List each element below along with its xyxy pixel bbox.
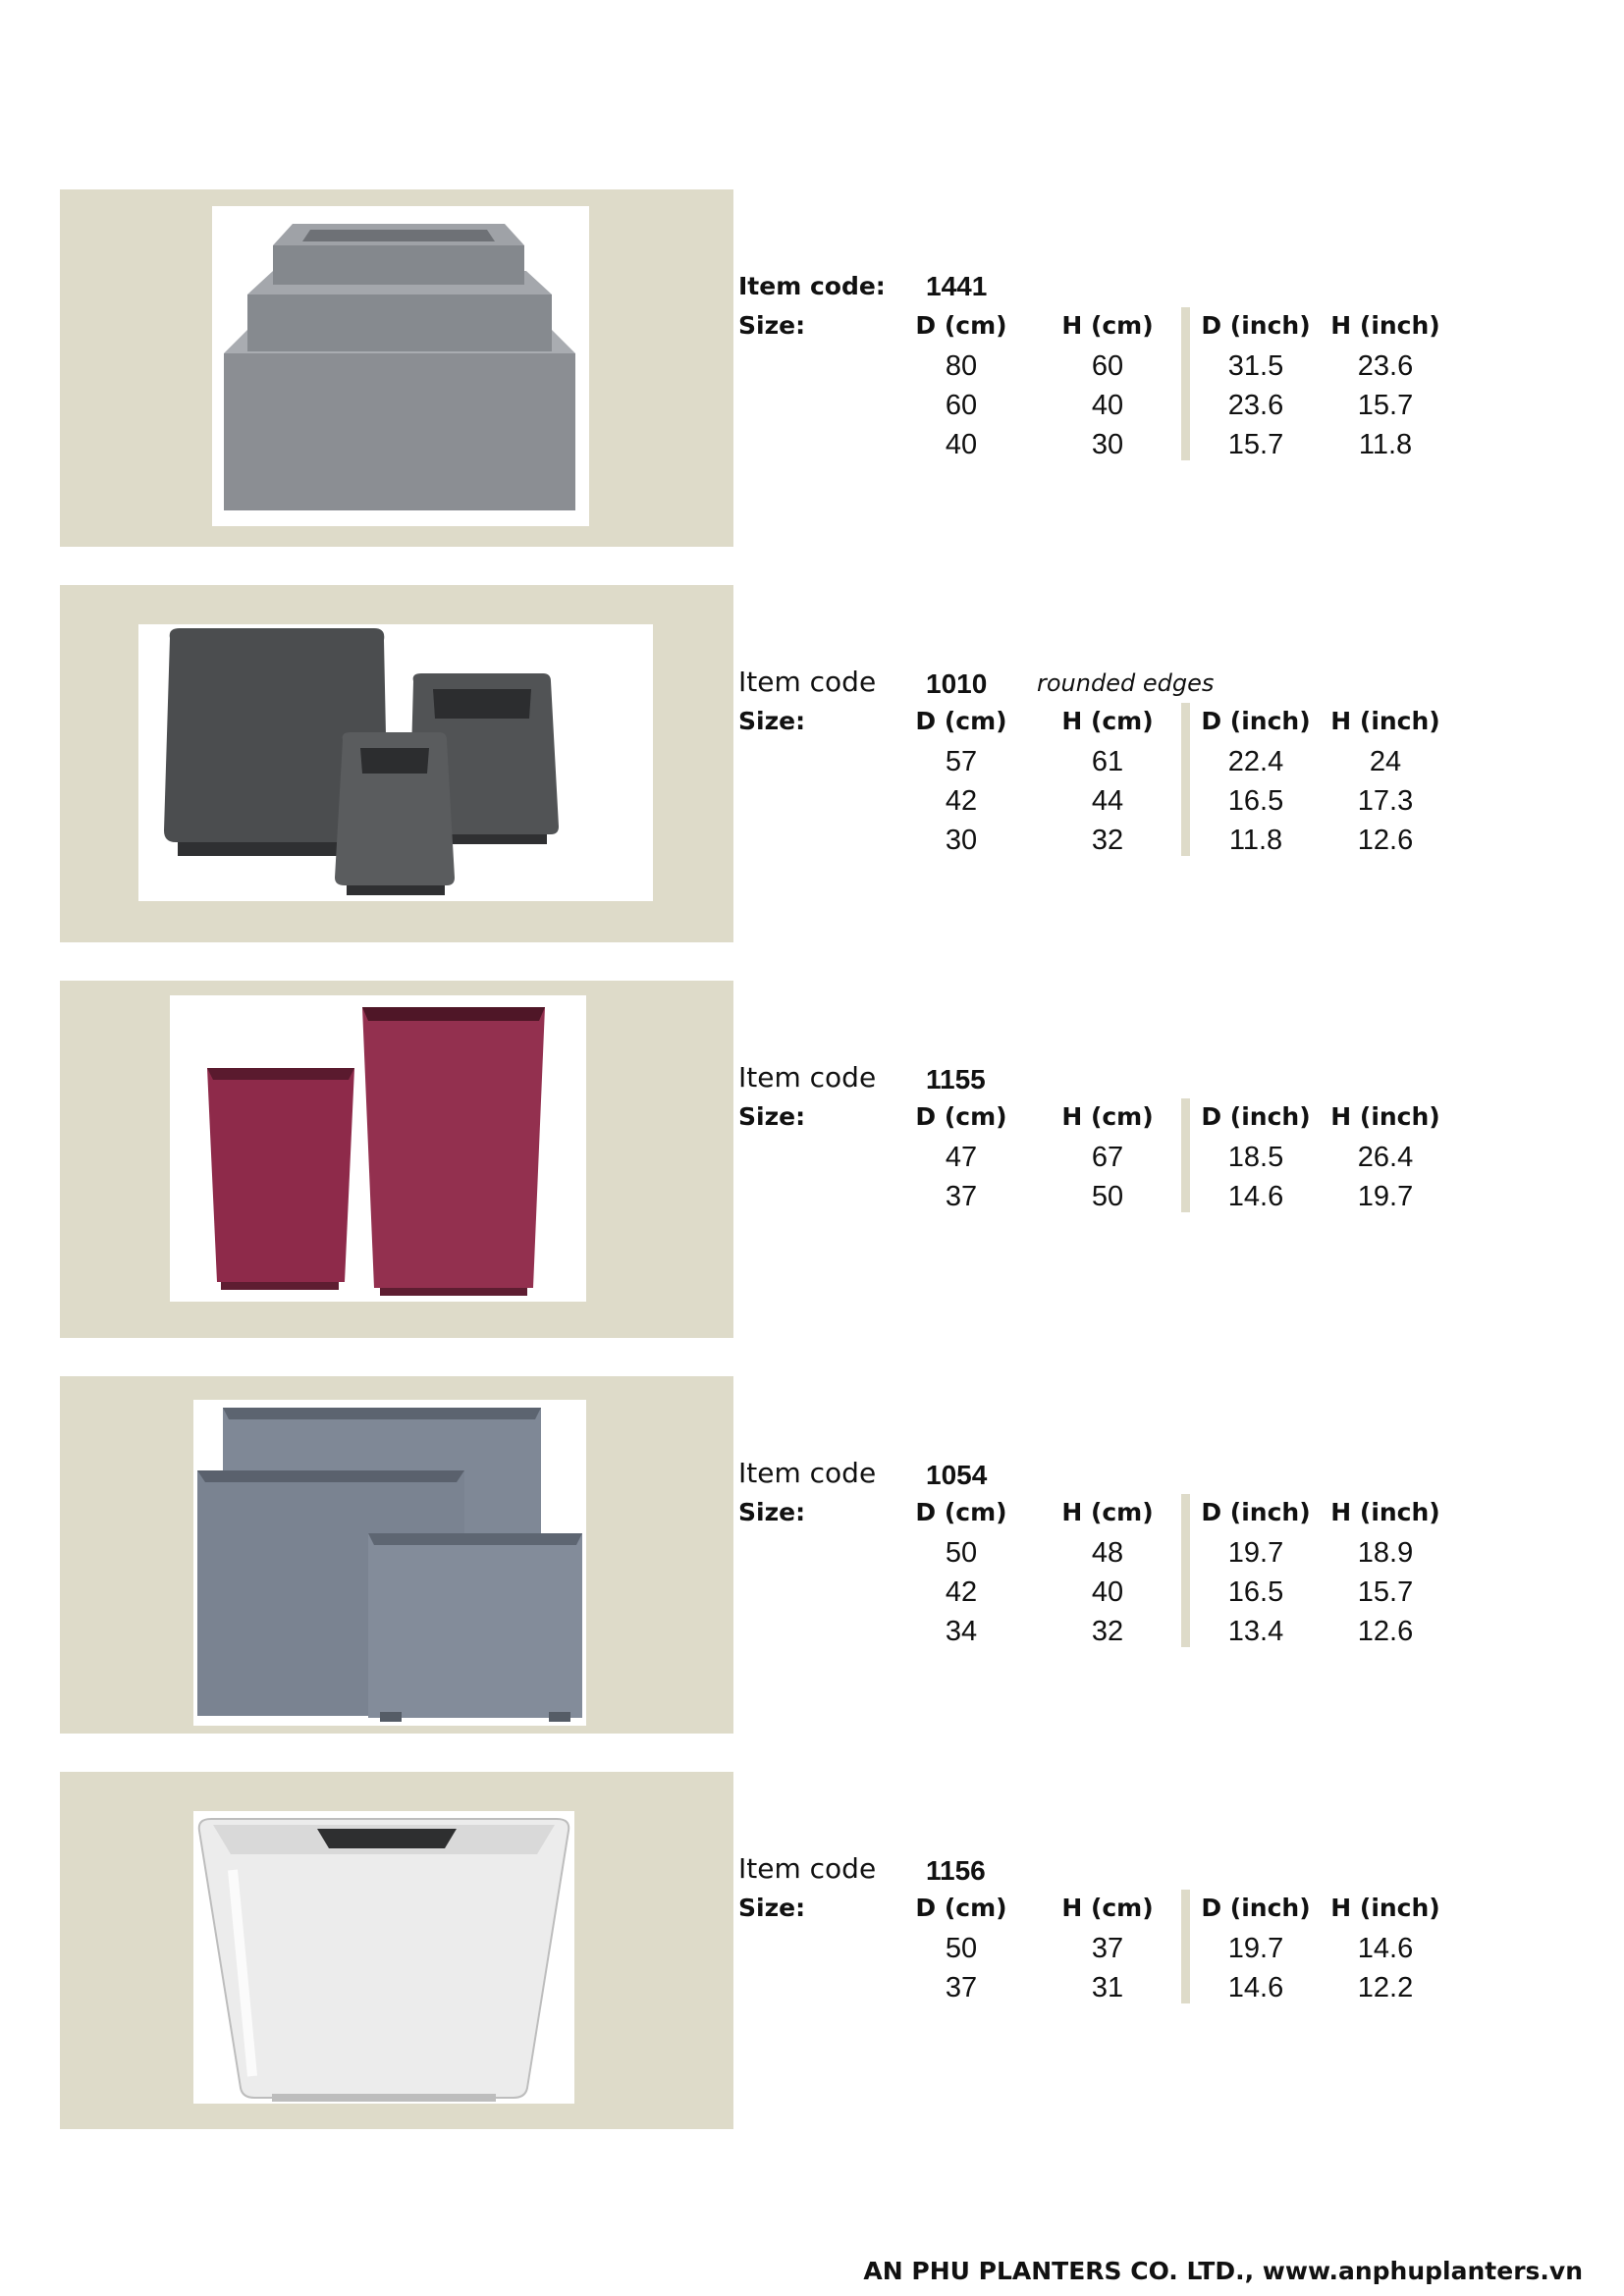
product-photo-grey-stacked-planters — [212, 206, 589, 526]
cell-h-cm: 67 — [1091, 1142, 1124, 1173]
cell-d-cm: 50 — [945, 1933, 978, 1964]
product-photo-panel — [60, 981, 733, 1338]
cell-h-inch: 15.7 — [1357, 390, 1414, 421]
cell-h-cm: 37 — [1091, 1933, 1124, 1964]
size-label: Size: — [738, 1102, 806, 1131]
cell-d-inch: 14.6 — [1227, 1181, 1284, 1212]
header-h-cm: H (cm) — [1061, 1102, 1154, 1131]
product-photo-blue-grey-planters — [193, 1400, 586, 1726]
item-code-value: 1156 — [926, 1855, 986, 1886]
header-d-inch: D (inch) — [1201, 1498, 1311, 1526]
size-label: Size: — [738, 311, 806, 340]
cell-d-cm: 60 — [945, 390, 978, 421]
product-photo-panel — [60, 585, 733, 942]
cell-d-cm: 80 — [945, 350, 978, 382]
cell-d-cm: 34 — [945, 1616, 978, 1647]
product-photo-white-glossy-planter — [193, 1811, 574, 2104]
cell-h-inch: 15.7 — [1357, 1576, 1414, 1608]
size-label: Size: — [738, 1894, 806, 1922]
size-label: Size: — [738, 707, 806, 735]
header-h-inch: H (inch) — [1330, 1498, 1440, 1526]
cell-h-inch: 12.6 — [1357, 825, 1414, 856]
cell-d-inch: 19.7 — [1227, 1933, 1284, 1964]
header-h-inch: H (inch) — [1330, 311, 1440, 340]
cell-h-cm: 31 — [1091, 1972, 1124, 2003]
cell-d-cm: 30 — [945, 825, 978, 856]
size-label: Size: — [738, 1498, 806, 1526]
cell-d-cm: 42 — [945, 785, 978, 817]
column-separator — [1181, 1890, 1190, 2003]
header-h-inch: H (inch) — [1330, 1102, 1440, 1131]
cell-d-cm: 37 — [945, 1181, 978, 1212]
header-d-cm: D (cm) — [915, 1102, 1007, 1131]
cell-d-inch: 13.4 — [1227, 1616, 1284, 1647]
cell-d-inch: 16.5 — [1227, 1576, 1284, 1608]
header-d-inch: D (inch) — [1201, 1894, 1311, 1922]
cell-d-inch: 31.5 — [1227, 350, 1284, 382]
cell-h-inch: 14.6 — [1357, 1933, 1414, 1964]
cell-d-inch: 14.6 — [1227, 1972, 1284, 2003]
header-d-inch: D (inch) — [1201, 1102, 1311, 1131]
item-code-value: 1054 — [926, 1460, 988, 1490]
product-photo-dark-textured-planters — [138, 624, 653, 901]
item-code-label: Item code — [738, 1061, 877, 1094]
cell-h-inch: 12.6 — [1357, 1616, 1414, 1647]
header-h-cm: H (cm) — [1061, 311, 1154, 340]
product-item-1054 — [0, 1376, 1624, 1734]
cell-h-cm: 40 — [1091, 390, 1124, 421]
cell-d-inch: 19.7 — [1227, 1537, 1284, 1569]
cell-h-inch: 23.6 — [1357, 350, 1414, 382]
header-h-cm: H (cm) — [1061, 1498, 1154, 1526]
cell-h-cm: 50 — [1091, 1181, 1124, 1212]
cell-d-cm: 37 — [945, 1972, 978, 2003]
header-d-cm: D (cm) — [915, 1498, 1007, 1526]
column-separator — [1181, 307, 1190, 460]
header-h-inch: H (inch) — [1330, 1894, 1440, 1922]
cell-h-inch: 24 — [1369, 746, 1402, 777]
item-code-value: 1441 — [926, 271, 988, 301]
header-d-inch: D (inch) — [1201, 311, 1311, 340]
header-h-cm: H (cm) — [1061, 1894, 1154, 1922]
header-h-inch: H (inch) — [1330, 707, 1440, 735]
cell-h-inch: 11.8 — [1358, 429, 1413, 460]
header-d-inch: D (inch) — [1201, 707, 1311, 735]
company-footer: AN PHU PLANTERS CO. LTD., www.anphuplanters.vn — [863, 2257, 1583, 2285]
cell-d-cm: 50 — [945, 1537, 978, 1569]
item-code-label: Item code — [738, 1852, 877, 1885]
cell-h-cm: 60 — [1091, 350, 1124, 382]
cell-h-cm: 48 — [1091, 1537, 1124, 1569]
header-h-cm: H (cm) — [1061, 707, 1154, 735]
header-d-cm: D (cm) — [915, 707, 1007, 735]
item-note: rounded edges — [1037, 669, 1215, 697]
cell-h-cm: 40 — [1091, 1576, 1124, 1608]
blue-grey-planters-illustration — [193, 1400, 586, 1726]
product-photo-burgundy-planters — [170, 995, 586, 1302]
cell-d-inch: 23.6 — [1227, 390, 1284, 421]
cell-d-cm: 47 — [945, 1142, 978, 1173]
cell-h-cm: 32 — [1091, 1616, 1124, 1647]
cell-d-cm: 40 — [945, 429, 978, 460]
item-code-label: Item code: — [738, 272, 886, 300]
dark-planters-illustration — [138, 624, 653, 901]
product-item-1441 — [0, 189, 1624, 547]
grey-planters-illustration — [212, 206, 589, 526]
cell-h-cm: 61 — [1091, 746, 1124, 777]
burgundy-planters-illustration — [170, 995, 586, 1302]
item-code-label: Item code — [738, 666, 877, 698]
cell-h-inch: 19.7 — [1357, 1181, 1414, 1212]
product-item-1155 — [0, 981, 1624, 1338]
cell-d-inch: 11.8 — [1228, 825, 1283, 856]
product-item-1156 — [0, 1772, 1624, 2129]
cell-h-inch: 17.3 — [1357, 785, 1414, 817]
cell-d-cm: 42 — [945, 1576, 978, 1608]
item-code-value: 1155 — [926, 1064, 986, 1095]
product-photo-panel — [60, 189, 733, 547]
item-code-label: Item code — [738, 1457, 877, 1489]
cell-d-cm: 57 — [945, 746, 978, 777]
header-d-cm: D (cm) — [915, 1894, 1007, 1922]
column-separator — [1181, 1494, 1190, 1647]
cell-h-cm: 30 — [1091, 429, 1124, 460]
cell-d-inch: 15.7 — [1227, 429, 1284, 460]
cell-h-cm: 44 — [1091, 785, 1124, 817]
cell-h-inch: 26.4 — [1357, 1142, 1414, 1173]
cell-d-inch: 16.5 — [1227, 785, 1284, 817]
item-code-value: 1010 — [926, 668, 988, 699]
cell-d-inch: 22.4 — [1227, 746, 1284, 777]
white-planter-illustration — [193, 1811, 574, 2104]
product-item-1010 — [0, 585, 1624, 942]
column-separator — [1181, 1098, 1190, 1212]
product-photo-panel — [60, 1376, 733, 1734]
cell-d-inch: 18.5 — [1227, 1142, 1284, 1173]
cell-h-inch: 12.2 — [1357, 1972, 1414, 2003]
header-d-cm: D (cm) — [915, 311, 1007, 340]
cell-h-inch: 18.9 — [1357, 1537, 1414, 1569]
column-separator — [1181, 703, 1190, 856]
product-photo-panel — [60, 1772, 733, 2129]
cell-h-cm: 32 — [1091, 825, 1124, 856]
